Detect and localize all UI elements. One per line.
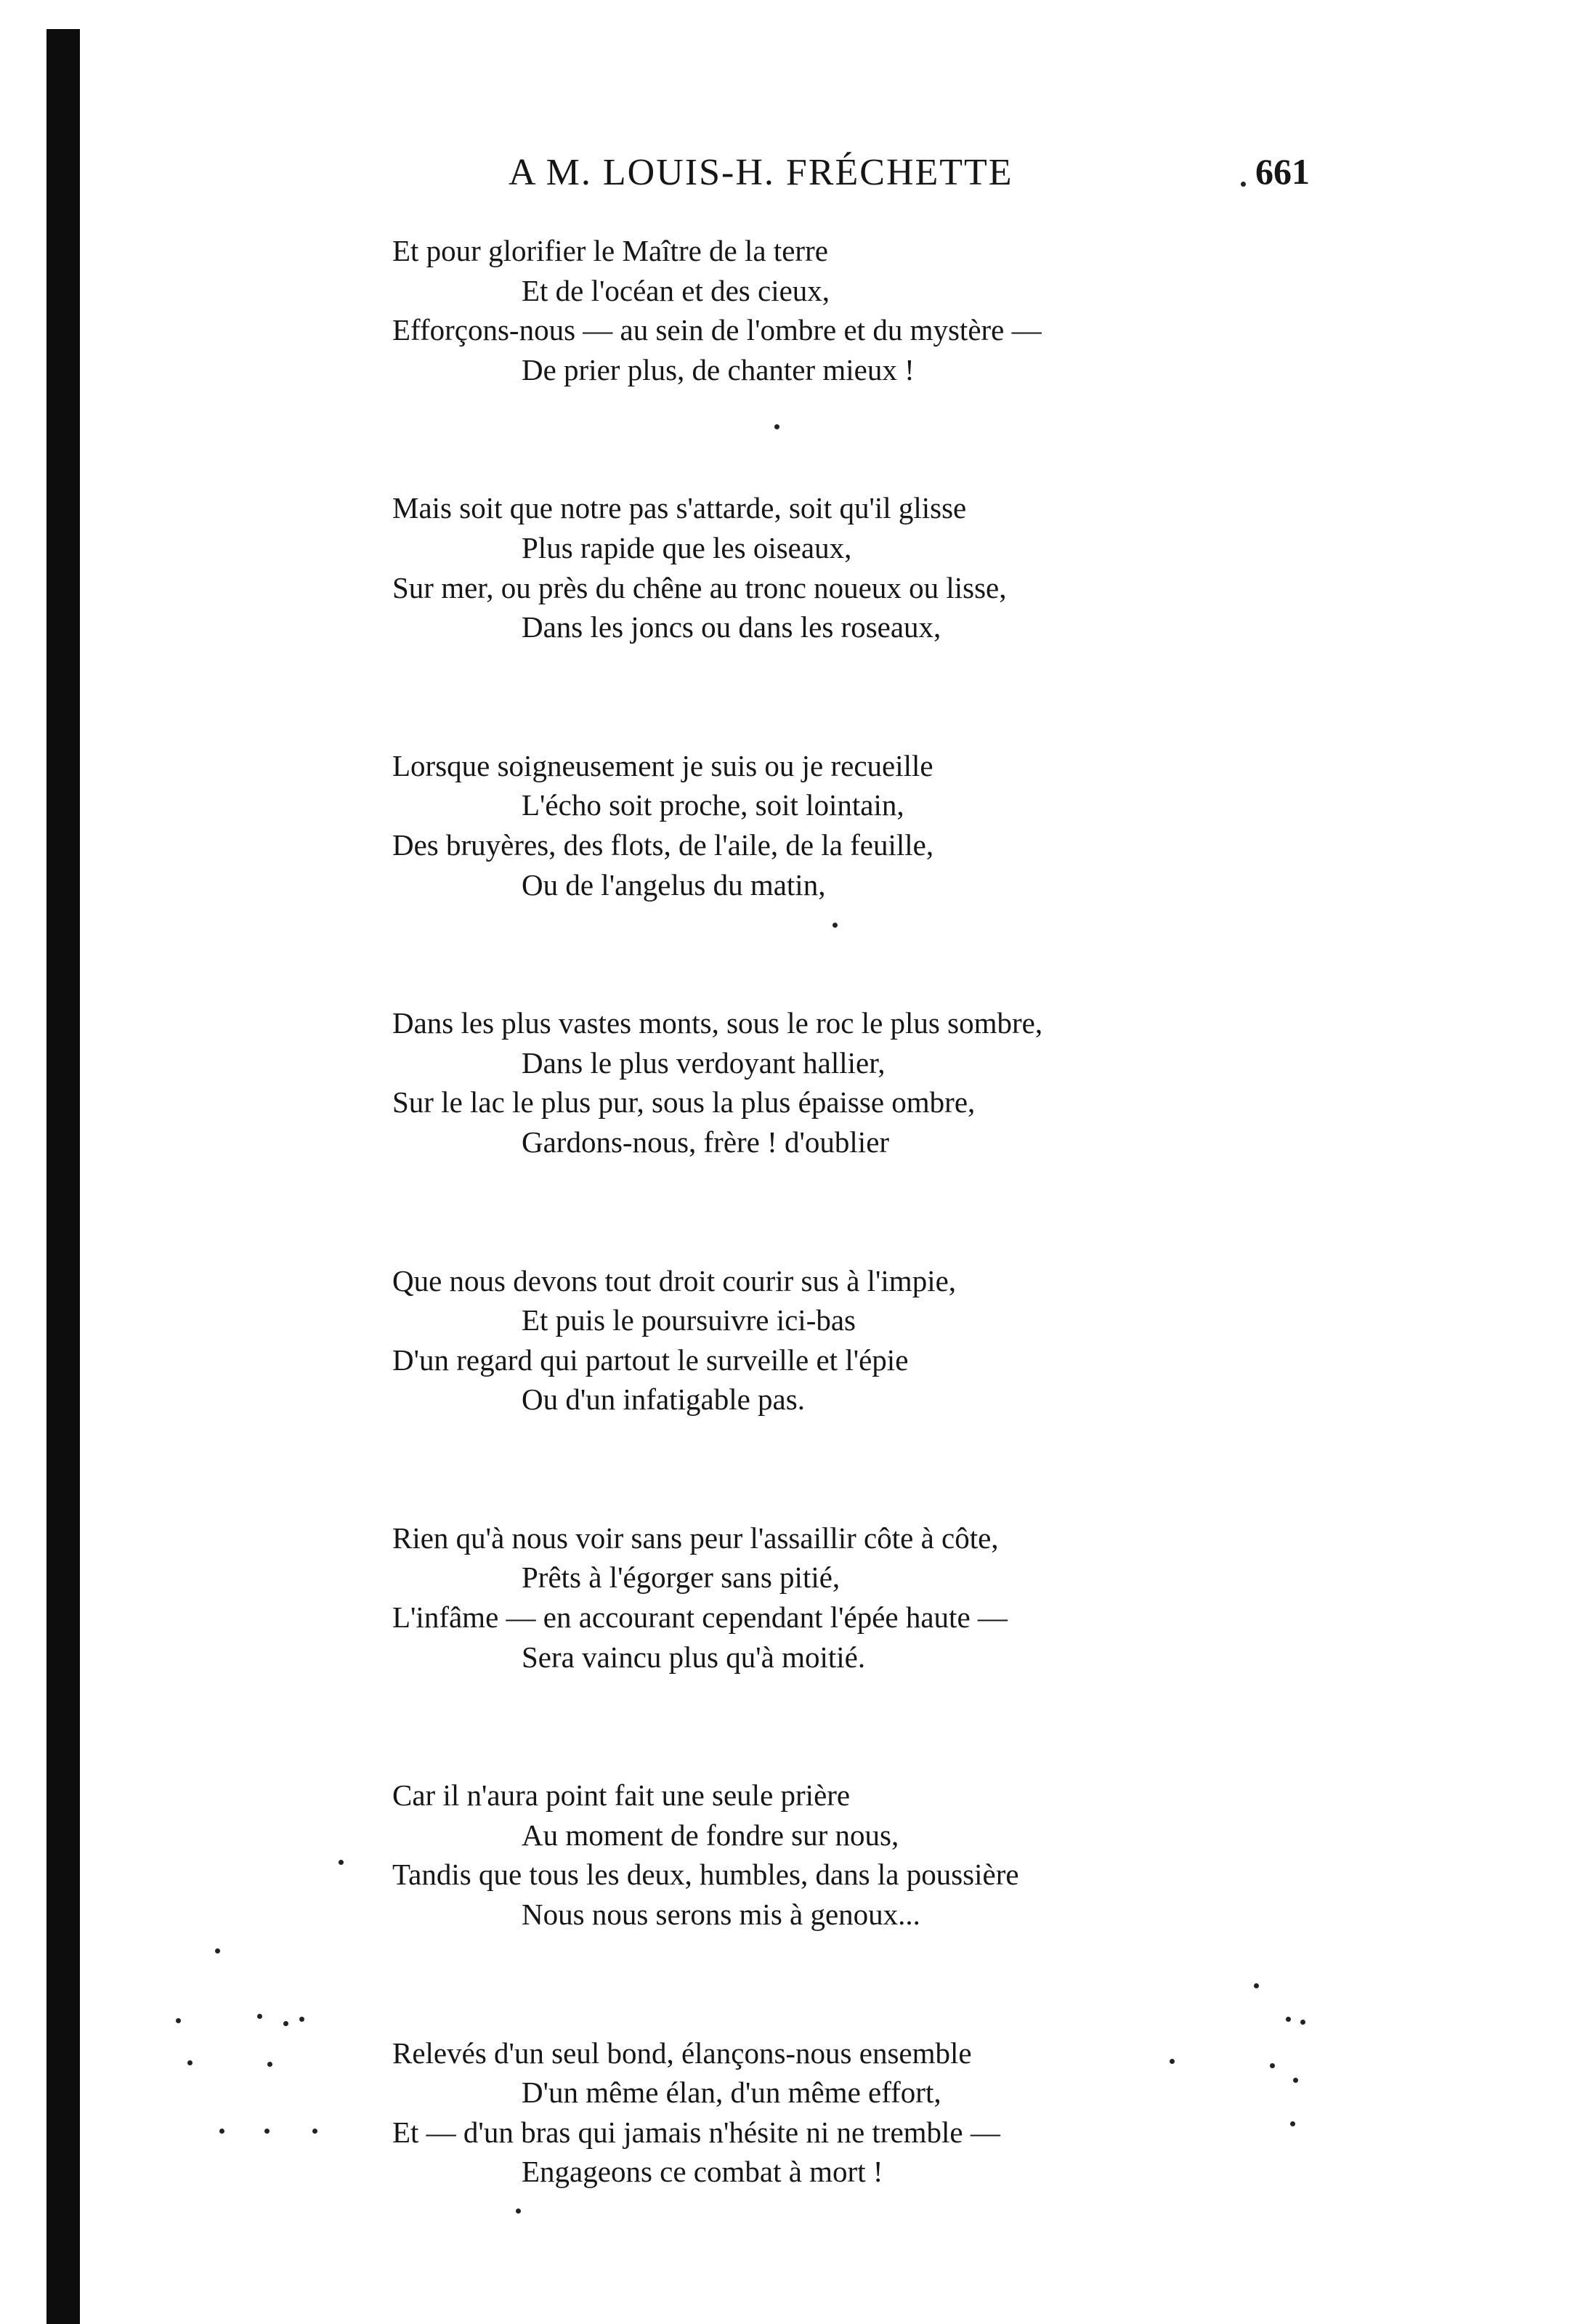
poem-line: Plus rapide que les oiseaux, [522,530,852,564]
scan-speck [833,923,838,928]
poem-line: Sera vaincu plus qu'à moitié. [522,1640,866,1674]
scan-speck [219,2129,224,2134]
poem-line: Sur le lac le plus pur, sous la plus épaisse ombre, [392,1085,976,1120]
scan-speck [176,2018,181,2023]
poem-line: Car il n'aura point fait une seule prière [392,1778,851,1813]
poem-line: Au moment de fondre sur nous, [522,1818,899,1852]
scan-speck [1286,2017,1291,2022]
poem-line: Lorsque soigneusement je suis ou je recueille [392,748,933,782]
stanza [392,2033,1264,2192]
poem-line: Et de l'océan et des cieux, [522,273,830,307]
poem-line: Relevés d'un seul bond, élançons-nous ensemble [392,2036,972,2070]
poem-line: Rien qu'à nous voir sans peur l'assaillir côte à côte, [392,1521,999,1555]
scan-speck [774,424,779,429]
scan-speck [312,2129,317,2134]
running-head: A M. LOUIS-H. FRÉCHETTE [509,152,1013,193]
poem-line: Et pour glorifier le Maître de la terre [392,234,828,267]
poem-line: L'écho soit proche, soit lointain, [522,788,904,822]
poem-line: D'un regard qui partout le surveille et l'épie [392,1343,909,1377]
poem-line: Ou de l'angelus du matin, [522,867,826,902]
scan-speck [1241,182,1246,187]
scan-speck [264,2129,270,2134]
stanza [392,1518,1264,1677]
poem-line: Dans les joncs ou dans les roseaux, [522,610,941,644]
poem-line: L'infâme — en accourant cependant l'épée haute — [392,1600,1008,1635]
scan-speck [1293,2078,1298,2083]
poem-line: Nous nous serons mis à genoux... [522,1898,920,1932]
stanza [392,1776,1264,1934]
poem-line: D'un même élan, d'un même effort, [522,2076,941,2110]
scan-speck [1170,2059,1175,2064]
scan-speck [1300,2020,1305,2025]
poem-line: Des bruyères, des flots, de l'aile, de la feuille, [392,827,934,862]
stanza [392,231,1264,389]
scan-speck [257,2014,262,2019]
page-number: 661 [1255,151,1310,192]
stanza [392,746,1264,904]
poem-line: Et — d'un bras qui jamais n'hésite ni ne tremble — [392,2115,1000,2149]
binding-edge [46,29,80,2324]
poem-line: Dans le plus verdoyant hallier, [522,1045,886,1080]
poem-line: Dans les plus vastes monts, sous le roc le plus sombre, [392,1006,1043,1040]
scan-speck [516,2208,521,2214]
scan-speck [1290,2121,1295,2126]
poem-line: Tandis que tous les deux, humbles, dans la poussière [392,1858,1019,1892]
scan-speck [267,2062,272,2067]
stanza [392,488,1264,647]
scan-speck [299,2017,304,2022]
scan-speck [215,1948,220,1953]
stanza [392,1261,1264,1420]
poem-line: Prêts à l'égorger sans pitié, [522,1560,840,1595]
poem-line: Que nous devons tout droit courir sus à l'impie, [392,1263,957,1297]
poem-line: Ou d'un infatigable pas. [522,1382,805,1417]
scan-speck [1270,2063,1275,2068]
scan-speck [283,2021,288,2026]
poem-line: Sur mer, ou près du chêne au tronc noueux ou lisse, [392,570,1007,604]
scan-speck [339,1860,344,1865]
stanza [392,1003,1264,1162]
poem-line: Engageons ce combat à mort ! [522,2155,883,2189]
scan-speck [1254,1983,1259,1988]
poem-line: Gardons-nous, frère ! d'oublier [522,1125,890,1159]
scan-speck [187,2060,193,2065]
poem-line: Mais soit que notre pas s'attarde, soit qu'il glisse [392,491,967,525]
poem-line: Efforçons-nous — au sein de l'ombre et du mystère — [392,313,1042,347]
poem [392,231,1264,2291]
poem-line: Et puis le poursuivre ici-bas [522,1303,856,1337]
poem-line: De prier plus, de chanter mieux ! [522,352,915,386]
